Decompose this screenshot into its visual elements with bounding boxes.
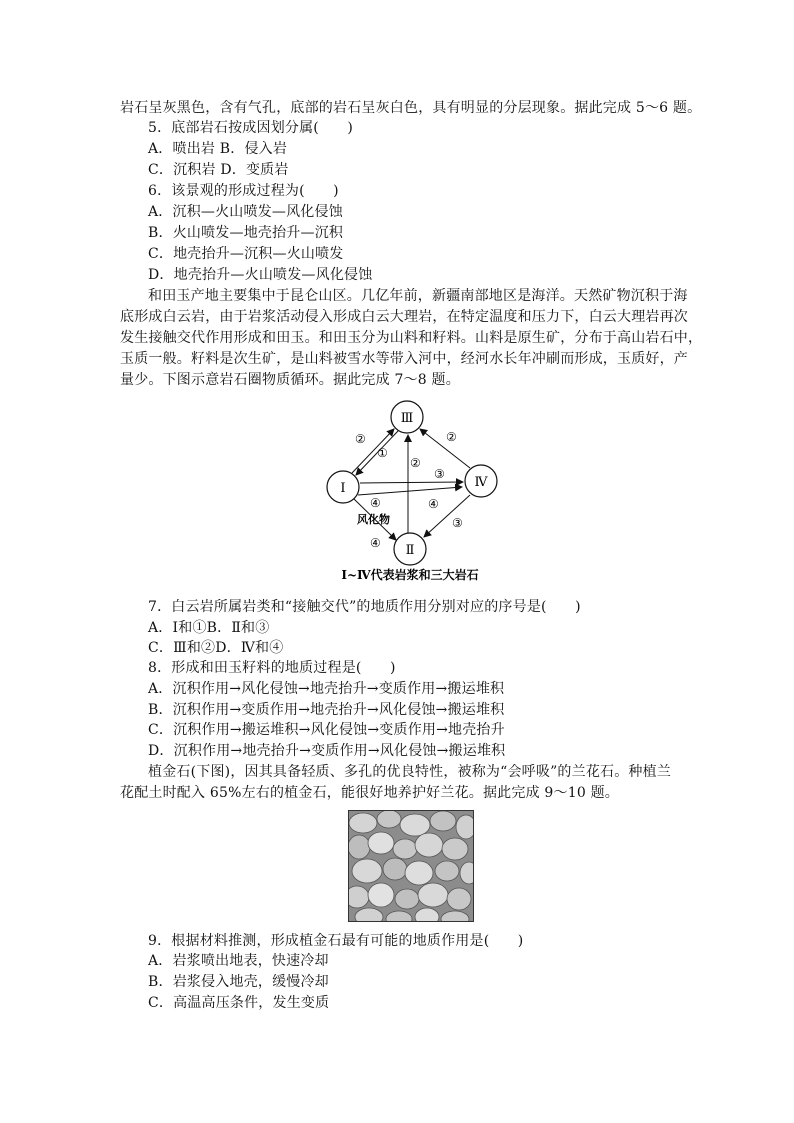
process-label: ①	[377, 446, 388, 460]
text-line: 量少。下图示意岩石圈物质循环。据此完成 7～8 题。	[120, 372, 460, 388]
text-line: 花配土时配入 65%左右的植金石，能很好地养护好兰花。据此完成 9～10 题。	[120, 785, 619, 801]
stone-image	[349, 811, 473, 921]
node-label: Ⅲ	[400, 411, 414, 426]
text-line: 底形成白云岩，由于岩浆活动侵入形成白云大理岩，在特定温度和压力下，白云大理岩再次	[120, 309, 688, 325]
weathering-label: 风化物	[357, 513, 390, 526]
question-7: 7．白云岩所属岩类和“接触交代”的地质作用分别对应的序号是( )	[148, 599, 581, 615]
text-line: 和田玉产地主要集中于昆仑山区。几亿年前，新疆南部地区是海洋。天然矿物沉积于海	[148, 288, 688, 304]
option-line: A．岩浆喷出地表，快速冷却	[148, 953, 329, 969]
process-label: ④	[370, 496, 381, 510]
arrow-IV-to-III	[420, 429, 470, 468]
text-line: 发生接触交代作用形成和田玉。和田玉分为山料和籽料。山料是原生矿，分布于高山岩石中，	[120, 330, 703, 346]
question-9: 9．根据材料推测，形成植金石最有可能的地质作用是( )	[148, 933, 524, 949]
diagram-caption: Ⅰ~Ⅳ代表岩浆和三大岩石	[341, 568, 479, 582]
option-line: A．沉积作用→风化侵蚀→地壳抬升→变质作用→搬运堆积	[148, 681, 505, 697]
option-line: A．沉积—火山喷发—风化侵蚀	[148, 204, 343, 220]
process-label: ②	[446, 430, 457, 444]
option-line: D．沉积作用→地壳抬升→变质作用→风化侵蚀→搬运堆积	[148, 743, 506, 759]
process-label: ④	[370, 536, 381, 550]
pumice-stone-photo	[348, 810, 474, 922]
node-label: Ⅱ	[405, 543, 415, 558]
question-6: 6．该景观的形成过程为( )	[148, 183, 339, 199]
process-label: ②	[410, 456, 421, 470]
text-line: 玉质一般。籽料是次生矿，是山料被雪水等带入河中，经河水长年冲刷而形成，玉质好，产	[120, 351, 688, 367]
text-line: 植金石(下图)，因其具备轻质、多孔的优良特性，被称为“会呼吸”的兰花石。种植兰	[148, 764, 672, 780]
option-line: A．Ⅰ和①B．Ⅱ和③	[148, 620, 270, 636]
option-line: C．沉积作用→搬运堆积→风化侵蚀→变质作用→地壳抬升	[148, 722, 505, 738]
process-label: ②	[355, 432, 366, 446]
node-label: Ⅰ	[340, 481, 346, 496]
node-label: Ⅳ	[474, 475, 488, 490]
option-line: B．沉积作用→变质作用→地壳抬升→风化侵蚀→搬运堆积	[148, 702, 505, 718]
arrow-I-to-IV	[360, 482, 463, 483]
option-line: C．地壳抬升—沉积—火山喷发	[148, 246, 344, 262]
process-label: ④	[428, 497, 439, 511]
option-line: B．火山喷发—地壳抬升—沉积	[148, 225, 344, 241]
option-line: C．Ⅲ和②D．Ⅳ和④	[148, 640, 284, 656]
arrow-I-to-weathering	[358, 487, 462, 495]
option-line: D．地壳抬升—火山喷发—风化侵蚀	[148, 267, 373, 283]
question-8: 8．形成和田玉籽料的地质过程是( )	[148, 660, 396, 676]
process-label: ③	[452, 516, 463, 530]
option-line: B．岩浆侵入地壳，缓慢冷却	[148, 974, 329, 990]
text-line: 岩石呈灰黑色，含有气孔，底部的岩石呈灰白色，具有明显的分层现象。据此完成 5～6 题。	[120, 100, 702, 116]
option-line: C．沉积岩 D．变质岩	[148, 162, 289, 178]
option-line: A．喷出岩 B．侵入岩	[148, 141, 288, 157]
question-5: 5．底部岩石按成因划分属( )	[148, 120, 354, 136]
rock-cycle-diagram	[300, 395, 520, 585]
process-label: ③	[434, 467, 445, 481]
option-line: C．高温高压条件，发生变质	[148, 995, 330, 1011]
